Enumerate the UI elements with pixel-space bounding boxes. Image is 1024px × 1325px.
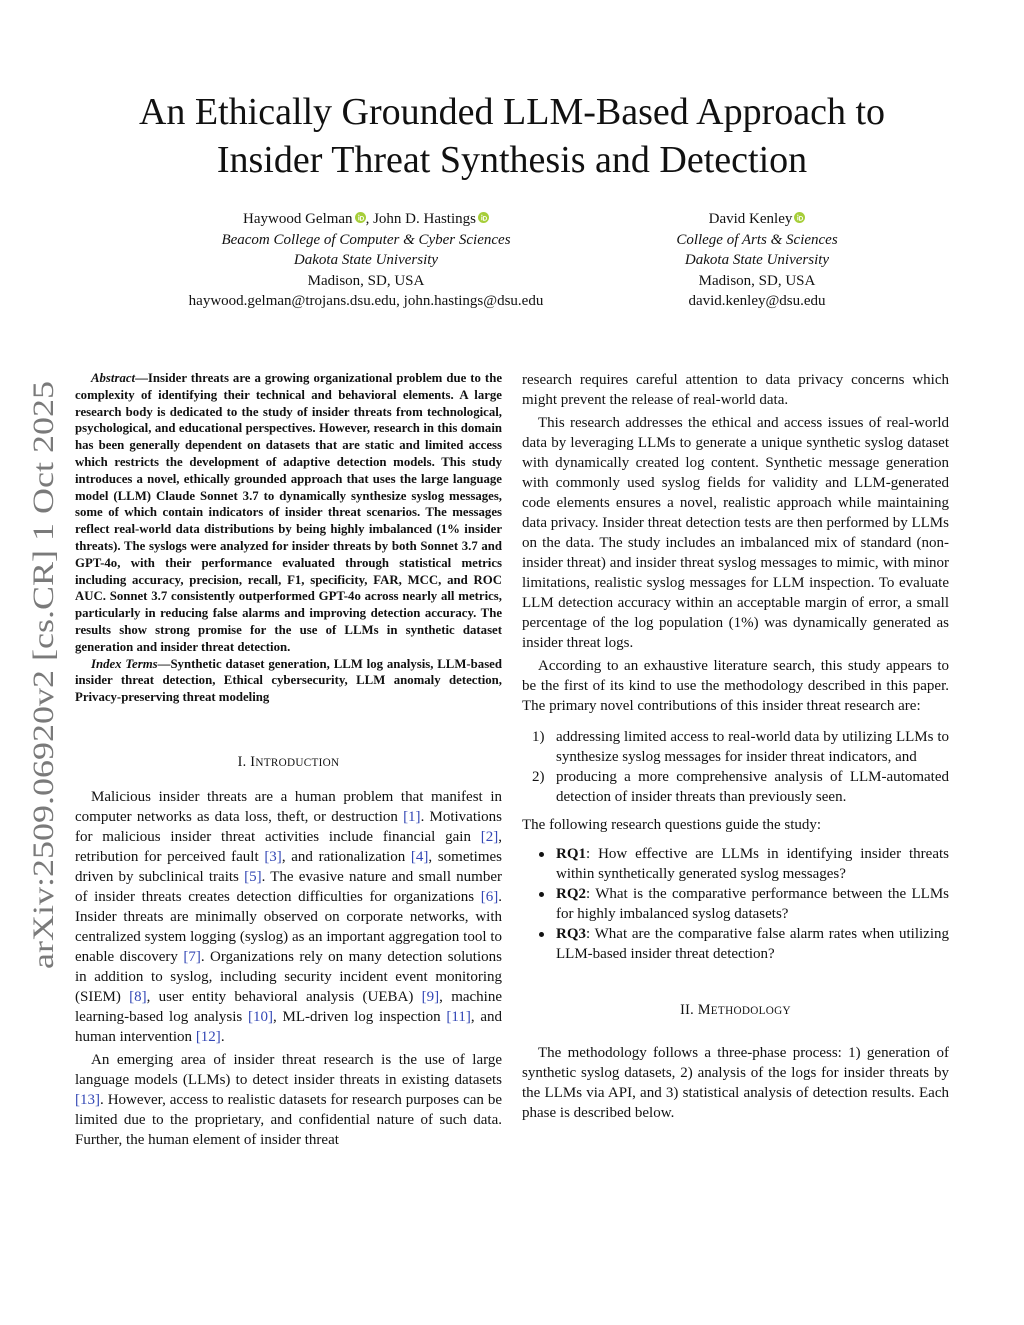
intro-paragraph-1: Malicious insider threats are a human problem that manifest in computer networks as data loss, theft, or destruction [1]. Motivations for malicious insider threat activities include financial gain [2], retribution for perceived fault [3], and rationalization [4], sometimes driven by subclinical traits [5]. The evasive nature and small number of insider threats creates detection difficulties for organizations [6]. Insider threats are minimally observed on corporate networks, with centralized system logging (syslog) as an important aggregation tool to enable discovery [7]. Organizations rely on many detection solutions in addition to syslog, including security incident event monitoring (SIEM) [8], user entity behavioral analysis (UEBA) [9], machine learning-based log analysis [10], ML-driven log inspection [11], and human intervention [12]. (75, 788, 503, 1045)
list-item: RQ1: How effective are LLMs in identifying insider threats within synthetically generated syslog messages? (522, 844, 949, 884)
paper-title (60, 88, 964, 184)
emails-left: haywood.gelman@trojans.dsu.edu, john.hastings@dsu.edu (188, 293, 544, 310)
citation-link[interactable]: [8] (129, 988, 147, 1005)
list-item: RQ3: What are the comparative false alarm rates when utilizing LLM-based insider threat detection? (522, 924, 949, 964)
section-numeral: II. (680, 1002, 698, 1018)
university-left: Dakota State University (293, 252, 439, 269)
affiliation-right: College of Arts & Sciences (676, 231, 838, 248)
author-block-right (657, 209, 857, 312)
orcid-icon[interactable] (478, 212, 489, 223)
right-paragraph-2: This research addresses the ethical and access issues of real-world data by leveraging LLMs to generate a unique synthetic syslog dataset with dynamically created log content. Synthetic message generation with commonly used syslog fields for validity and LLM-generated code elements ensures a novel, realistic approach while maintaining data privacy. Insider threat detection tests are then performed by LLMs on the data. The study includes an imbalanced mix of standard (non-insider threat) and insider threat syslog messages to mimic, with minor limitations, realistic syslog messages for LLM inspection. To evaluate LLM detection accuracy within an acceptable margin of error, a small percentage of the log population (1%) was dynamically generated as insider threat logs. (522, 415, 949, 651)
abstract-text: —Insider threats are a growing organizational problem due to the complexity of identifying their technical and behavioral elements. A large research body is dedicated to the study of insider threats from technological, psychological, and educational perspectives. However, research in this domain has been generally dependent on datasets that are static and limited access which restricts the development of adaptive detection models. This study introduces a novel, ethically grounded approach that uses the large language model (LLM) Claude Sonnet 3.7 to dynamically synthesize syslog messages, some of which contain indicators of insider threat scenarios. The messages reflect real-world data distributions by being highly imbalanced (1% insider threats). The syslogs were analyzed for insider threats by both Sonnet 3.7 and GPT-4o, with their performance evaluated through statistical metrics including accuracy, precision, recall, F1, specificity, FAR, MCC, and ROC AUC. Sonnet 3.7 consistently outperformed GPT-4o across nearly all metrics, particularly in reducing false alarms and improving detection accuracy. The results show strong promise for the use of LLMs in synthetic dataset generation and insider threat detection. (75, 371, 502, 654)
right-paragraph-3: According to an exhaustive literature search, this study appears to be the first of its kind to use the methodology described in this paper. The primary novel contributions of this insider threat research are: (522, 658, 949, 714)
author-block-left (166, 209, 566, 312)
citation-link[interactable]: [12] (195, 1028, 221, 1045)
abstract-label: Abstract (91, 371, 136, 385)
citation-link[interactable]: [11] (446, 1008, 471, 1025)
section-heading-introduction (75, 754, 502, 771)
section-numeral: I. (237, 753, 251, 770)
section-rest: ETHODOLOGY (710, 1005, 791, 1017)
author-name-kenley: David Kenley (708, 211, 793, 227)
section-rest: NTRODUCTION (255, 756, 340, 769)
right-column (522, 370, 949, 1126)
citation-link[interactable]: [10] (248, 1008, 274, 1025)
location-right: Madison, SD, USA (698, 272, 816, 289)
citation-link[interactable]: [9] (421, 988, 440, 1005)
location-left: Madison, SD, USA (307, 272, 425, 289)
citation-link[interactable]: [2] (480, 828, 499, 845)
index-terms-text: —Synthetic dataset generation, LLM log analysis, LLM-based insider threat detection, Ethical cybersecurity, LLM anomaly detection, Privacy-preserving threat modeling (75, 656, 502, 705)
index-terms (75, 656, 502, 706)
methodology-paragraph-1: The methodology follows a three-phase process: 1) generation of synthetic syslog datasets, 2) analysis of the logs for insider threats by the LLMs via API, and 3) statistical analysis of detection results. Each phase is described below. (522, 1045, 949, 1121)
list-item: 1) addressing limited access to real-world data by utilizing LLMs to synthesize syslog messages for insider threat indicators, and (532, 729, 949, 765)
contributions-list (522, 727, 949, 807)
left-column (75, 370, 502, 1153)
citation-link[interactable]: [1] (403, 808, 421, 825)
title-line-1: An Ethically Grounded LLM-Based Approach to (138, 91, 886, 133)
list-item: RQ2: What is the comparative performance between the LLMs for highly imbalanced syslog datasets? (522, 884, 949, 924)
section-initial: I (250, 753, 256, 770)
email-right: david.kenley@dsu.edu (688, 293, 826, 310)
right-paragraph-1: research requires careful attention to data privacy concerns which might prevent the release of real-world data. (522, 372, 949, 408)
arxiv-identifier-text: arXiv:2509.06920v2 [cs.CR] 1 Oct 2025 (27, 479, 60, 969)
university-right: Dakota State University (684, 252, 830, 269)
affiliation-left: Beacom College of Computer & Cyber Sciences (221, 231, 511, 248)
citation-link[interactable]: [5] (244, 868, 262, 885)
title-line-2: Insider Threat Synthesis and Detection (216, 139, 808, 181)
citation-link[interactable]: [6] (480, 888, 499, 905)
section-heading-methodology (522, 1002, 949, 1019)
index-terms-label: Index Terms (91, 656, 158, 671)
research-questions-list (522, 844, 949, 964)
orcid-icon[interactable] (794, 212, 805, 223)
arxiv-identifier (26, 380, 62, 970)
intro-paragraph-2: An emerging area of insider threat research is the use of large language models (LLMs) to detect insider threats in existing datasets [13]. However, access to realistic datasets for research purposes can be limited due to the proprietary, and confidential nature of such data. Further, the human element of insider threat (75, 1051, 502, 1148)
citation-link[interactable]: [3] (264, 848, 282, 865)
citation-link[interactable]: [7] (183, 948, 201, 965)
citation-link[interactable]: [4] (410, 848, 429, 865)
citation-link[interactable]: [13] (75, 1091, 100, 1108)
rq-intro: The following research questions guide the study: (522, 817, 822, 833)
orcid-icon[interactable] (355, 212, 366, 223)
author-name-hastings: John D. Hastings (373, 211, 476, 227)
section-initial: M (697, 1002, 711, 1018)
author-names-left: Haywood Gelman , John D. Hastings (166, 209, 566, 230)
author-names-right (657, 209, 857, 230)
list-item: 2) producing a more comprehensive analysis of LLM-automated detection of insider threats than previously seen. (532, 769, 949, 805)
abstract (75, 370, 502, 656)
author-name-gelman: Haywood Gelman (243, 211, 353, 227)
